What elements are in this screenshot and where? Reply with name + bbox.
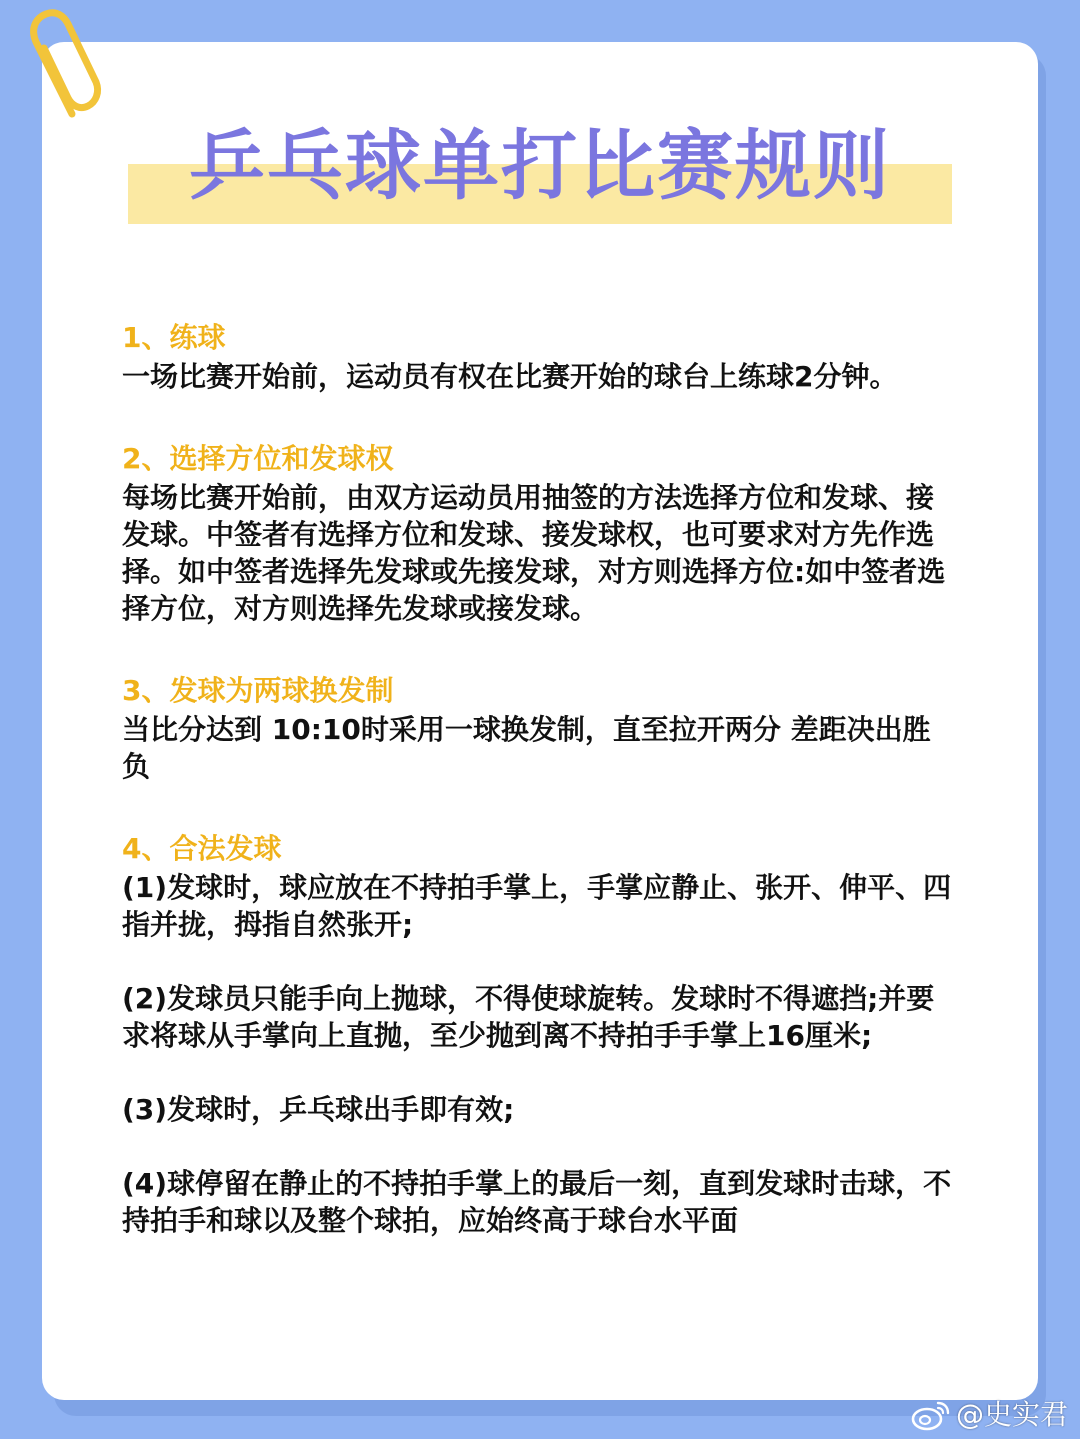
title-block — [128, 118, 952, 226]
section-heading: 2、选择方位和发球权 — [122, 442, 394, 475]
rule-section-practice — [122, 318, 952, 395]
weibo-logo-icon — [910, 1399, 950, 1431]
section-paragraph: (3)发球时，乒乓球出手即有效; — [122, 1093, 515, 1126]
section-paragraph: (2)发球员只能手向上抛球，不得使球旋转。发球时不得遮挡;并要求将球从手掌向上直抛，至少抛到离不持拍手手掌上16厘米; — [122, 982, 935, 1052]
rules-content — [122, 318, 952, 1283]
section-heading: 4、合法发球 — [122, 832, 282, 865]
section-paragraph: 当比分达到 10:10时采用一球换发制，直至拉开两分 差距决出胜负 — [122, 713, 931, 783]
section-heading: 3、发球为两球换发制 — [122, 674, 394, 707]
watermark-text: @史实君 — [955, 1398, 1068, 1431]
section-paragraph: 一场比赛开始前，运动员有权在比赛开始的球台上练球2分钟。 — [122, 360, 898, 393]
rule-section-choice — [122, 439, 952, 627]
rule-section-serve-rotation — [122, 671, 952, 785]
page-title: 乒乓球单打比赛规则 — [189, 121, 891, 210]
watermark — [910, 1397, 1068, 1433]
section-paragraph: (1)发球时，球应放在不持拍手掌上，手掌应静止、张开、伸平、四指并拢，拇指自然张开; — [122, 871, 952, 941]
paperclip-icon — [14, 6, 106, 130]
section-paragraph: (4)球停留在静止的不持拍手掌上的最后一刻，直到发球时击球，不持拍手和球以及整个球拍，应始终高于球台水平面 — [122, 1167, 952, 1237]
section-paragraph: 每场比赛开始前，由双方运动员用抽签的方法选择方位和发球、接发球。中签者有选择方位和发球、接发球权，也可要求对方先作选择。如中签者选择先发球或先接发球，对方则选择方位:如中签者选择方位，对方则选择先发球或接发球。 — [122, 481, 946, 625]
section-heading: 1、练球 — [122, 321, 226, 354]
rule-section-legal-serve — [122, 829, 952, 1239]
